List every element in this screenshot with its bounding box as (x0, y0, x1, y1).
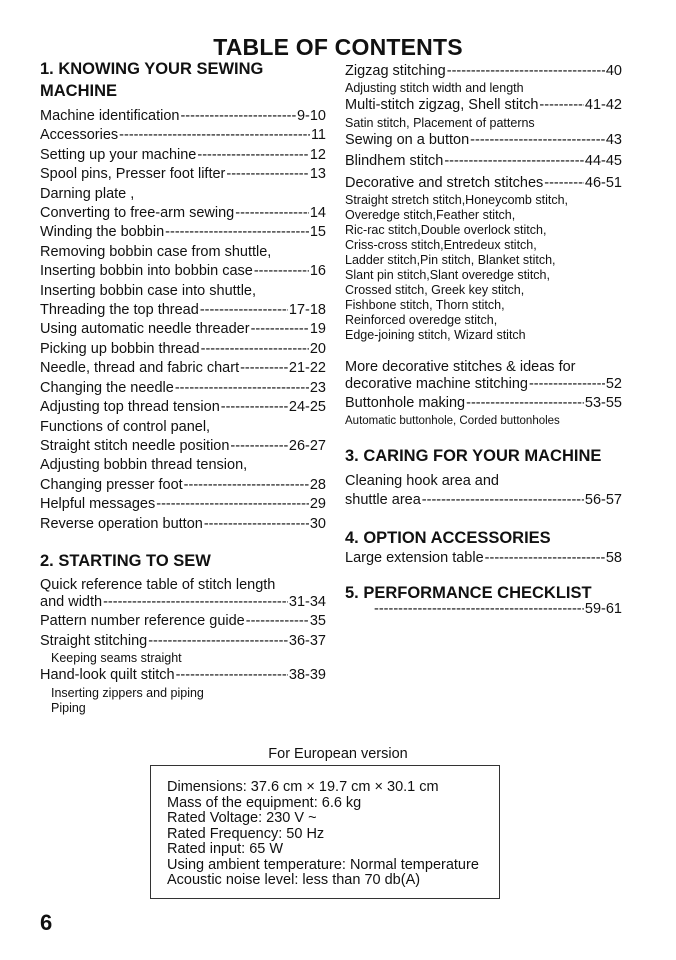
entry-page: 16 (309, 263, 326, 280)
toc-entry[interactable] (40, 476, 326, 495)
dot-leader (175, 379, 309, 398)
toc-subentry: Overedge stitch,Feather stitch, (345, 208, 516, 223)
dot-leader (529, 375, 605, 394)
entry-prefix-line: Inserting bobbin case into shuttle, (40, 282, 257, 299)
dot-leader (246, 612, 309, 631)
toc-entry[interactable] (40, 126, 326, 145)
entry-page: 46-51 (584, 174, 622, 191)
dot-leader (470, 131, 605, 150)
spec-noise: Acoustic noise level: less than 70 db(A) (167, 872, 421, 888)
entry-page: 31-34 (288, 593, 326, 610)
dot-leader (204, 515, 309, 534)
entry-label: Decorative and stretch stitches (345, 174, 544, 191)
entry-label: Changing presser foot (40, 476, 183, 493)
dot-leader (148, 632, 288, 651)
dot-leader (184, 476, 309, 495)
entry-page: 9-10 (296, 108, 326, 124)
entry-page: 15 (309, 224, 326, 241)
entry-label: Buttonhole making (345, 395, 466, 412)
entry-label: shuttle area (345, 492, 421, 509)
entry-page: 21-22 (288, 360, 326, 377)
toc-entry[interactable] (40, 666, 326, 685)
entry-page: 20 (309, 340, 326, 357)
section-heading-line: 1. KNOWING YOUR SEWING (40, 60, 264, 78)
toc-subentry: Ric-rac stitch,Double overlock stitch, (345, 223, 547, 238)
section-heading-performance-checklist: 5. PERFORMANCE CHECKLIST (345, 584, 592, 603)
entry-page: 17-18 (288, 302, 326, 319)
toc-entry[interactable] (40, 495, 326, 514)
entry-prefix-line: Adjusting bobbin thread tension, (40, 457, 248, 474)
toc-entry[interactable] (40, 262, 326, 281)
entry-label: Reverse operation button (40, 515, 203, 532)
entry-page: 40 (605, 63, 622, 79)
toc-entry[interactable] (40, 515, 326, 534)
toc-subentry: Piping (51, 700, 86, 715)
entry-label: Straight stitching (40, 632, 148, 649)
toc-entry[interactable] (40, 146, 326, 165)
dot-leader (200, 301, 288, 320)
page-title: TABLE OF CONTENTS (213, 34, 463, 60)
toc-entry[interactable] (345, 174, 622, 193)
dot-leader (176, 666, 288, 685)
entry-page: 29 (309, 496, 326, 513)
entry-label: Picking up bobbin thread (40, 340, 200, 357)
entry-label: and width (40, 593, 103, 610)
toc-entry[interactable] (40, 320, 326, 339)
toc-entry[interactable] (40, 301, 326, 320)
entry-prefix-line: Removing bobbin case from shuttle, (40, 243, 272, 260)
entry-page: 11 (310, 127, 326, 144)
toc-left-column (40, 58, 326, 716)
dot-leader (103, 593, 288, 612)
entry-label: Spool pins, Presser foot lifter (40, 166, 226, 183)
entry-page: 56-57 (584, 492, 622, 509)
toc-subentry: Criss-cross stitch,Entredeux stitch, (345, 238, 537, 253)
entry-page: 43 (605, 131, 622, 148)
toc-subentry: Edge-joining stitch, Wizard stitch (345, 328, 526, 343)
toc-entry[interactable] (40, 398, 326, 417)
toc-entry[interactable] (40, 204, 326, 223)
entry-prefix-line: Quick reference table of stitch length (40, 576, 276, 593)
toc-subentry: Ladder stitch,Pin stitch, Blanket stitch, (345, 253, 556, 268)
dot-leader (466, 394, 584, 413)
toc-right-column (345, 62, 622, 617)
entry-page: 28 (309, 476, 326, 493)
entry-prefix-line: More decorative stitches & ideas for (345, 359, 576, 376)
toc-entry[interactable] (345, 491, 622, 510)
entry-page: 23 (309, 379, 326, 396)
european-specs-box (150, 765, 500, 899)
dot-leader (165, 223, 309, 242)
dot-leader (422, 491, 584, 510)
entry-label: Threading the top thread (40, 302, 199, 319)
toc-subentry: Straight stretch stitch,Honeycomb stitch, (345, 193, 569, 208)
entry-label: Large extension table (345, 549, 484, 566)
entry-page: 26-27 (288, 437, 326, 454)
toc-entry[interactable] (40, 165, 326, 184)
page-number: 6 (40, 910, 53, 935)
dot-leader (197, 146, 308, 165)
toc-entry[interactable] (40, 593, 326, 612)
entry-label: Zigzag stitching (345, 63, 446, 79)
toc-entry[interactable] (40, 379, 326, 398)
entry-page: 41-42 (584, 97, 622, 114)
toc-entry[interactable] (345, 131, 622, 150)
section-heading-starting-to-sew: 2. STARTING TO SEW (40, 551, 211, 570)
entry-label: Machine identification (40, 108, 180, 124)
toc-subentry: Satin stitch, Placement of patterns (345, 115, 535, 130)
dot-leader (254, 262, 309, 281)
dot-leader (221, 398, 288, 417)
toc-subentry: Reinforced overedge stitch, (345, 313, 498, 328)
dot-leader (251, 320, 309, 339)
entry-page: 38-39 (288, 667, 326, 684)
toc-entry[interactable] (345, 152, 622, 171)
toc-entry[interactable] (40, 437, 326, 456)
dot-leader (447, 62, 605, 81)
spec-frequency: Rated Frequency: 50 Hz (167, 825, 325, 842)
entry-page: 13 (309, 166, 326, 183)
section-heading-option-accessories: 4. OPTION ACCESSORIES (345, 528, 551, 547)
entry-prefix-line: Functions of control panel, (40, 418, 211, 435)
entry-label: Hand-look quilt stitch (40, 667, 175, 684)
toc-entry[interactable] (345, 96, 622, 115)
toc-subentry: Automatic buttonhole, Corded buttonholes (345, 414, 560, 427)
dot-leader (444, 152, 584, 171)
spec-temperature: Using ambient temperature: Normal temperature (167, 856, 479, 873)
toc-subentry: Fishbone stitch, Thorn stitch, (345, 298, 505, 313)
toc-entry[interactable] (40, 340, 326, 359)
entry-label: Pattern number reference guide (40, 613, 245, 630)
section-heading-knowing-machine (40, 58, 326, 102)
dot-leader (240, 359, 288, 378)
entry-label: Setting up your machine (40, 146, 197, 163)
toc-entry[interactable] (345, 62, 622, 81)
dot-leader (156, 495, 309, 514)
entry-label: Inserting bobbin into bobbin case (40, 263, 253, 280)
dot-leader (235, 204, 309, 223)
dot-leader (485, 549, 605, 568)
toc-entry[interactable] (40, 107, 326, 126)
entry-page: 24-25 (288, 399, 326, 416)
entry-label: decorative machine stitching (345, 376, 528, 393)
entry-prefix-line: Darning plate , (40, 185, 135, 202)
entry-label: Straight stitch needle position (40, 437, 230, 454)
entry-label: Accessories (40, 127, 119, 144)
toc-entry[interactable] (345, 549, 622, 568)
section-heading-line: MACHINE (40, 82, 117, 100)
toc-entry[interactable] (40, 223, 326, 242)
toc-subentry: Slant pin stitch,Slant overedge stitch, (345, 268, 550, 283)
entry-label: Using automatic needle threader (40, 321, 250, 338)
dot-leader (544, 174, 584, 193)
section-heading-caring: 3. CARING FOR YOUR MACHINE (345, 446, 602, 465)
toc-subentry: Inserting zippers and piping (51, 685, 204, 700)
entry-prefix-line: Cleaning hook area and (345, 472, 499, 489)
entry-page: 19 (309, 321, 326, 338)
entry-page: 44-45 (584, 153, 622, 170)
entry-page: 53-55 (584, 395, 622, 412)
toc-subentry: Adjusting stitch width and length (345, 81, 524, 96)
dot-leader (374, 602, 584, 617)
toc-entry[interactable] (40, 632, 326, 651)
dot-leader (230, 437, 287, 456)
toc-entry[interactable] (40, 612, 326, 631)
dot-leader (119, 126, 310, 145)
european-version-label: For European version (268, 746, 408, 762)
dot-leader (201, 340, 309, 359)
entry-label: Needle, thread and fabric chart (40, 360, 240, 377)
entry-label: Multi-stitch zigzag, Shell stitch (345, 97, 539, 114)
entry-label: Sewing on a button (345, 131, 470, 148)
toc-subentry: Keeping seams straight (51, 651, 182, 666)
toc-entry[interactable] (345, 394, 622, 413)
entry-page: 36-37 (288, 632, 326, 649)
spec-input: Rated input: 65 W (167, 841, 284, 857)
entry-label: Converting to free-arm sewing (40, 205, 235, 222)
entry-page: 35 (309, 613, 326, 630)
entry-page: 58 (605, 549, 622, 566)
entry-label: Changing the needle (40, 379, 174, 396)
toc-subentry: Crossed stitch, Greek key stitch, (345, 283, 525, 298)
entry-label: Adjusting top thread tension (40, 399, 220, 416)
entry-page: 30 (309, 515, 326, 532)
entry-page: 14 (309, 205, 326, 222)
dot-leader (180, 107, 296, 126)
spec-mass: Mass of the equipment: 6.6 kg (167, 794, 362, 811)
dot-leader (539, 96, 584, 115)
entry-page: 52 (605, 376, 622, 393)
spec-voltage: Rated Voltage: 230 V ~ (167, 810, 317, 826)
toc-entry[interactable] (345, 602, 622, 617)
dot-leader (226, 165, 308, 184)
spec-dimensions: Dimensions: 37.6 cm × 19.7 cm × 30.1 cm (167, 779, 439, 795)
entry-page: 59-61 (584, 601, 622, 618)
entry-label: Blindhem stitch (345, 153, 444, 170)
entry-label: Helpful messages (40, 496, 156, 513)
toc-entry[interactable] (40, 359, 326, 378)
entry-page: 12 (309, 146, 326, 163)
entry-label: Winding the bobbin (40, 224, 165, 241)
toc-entry[interactable] (345, 375, 622, 394)
